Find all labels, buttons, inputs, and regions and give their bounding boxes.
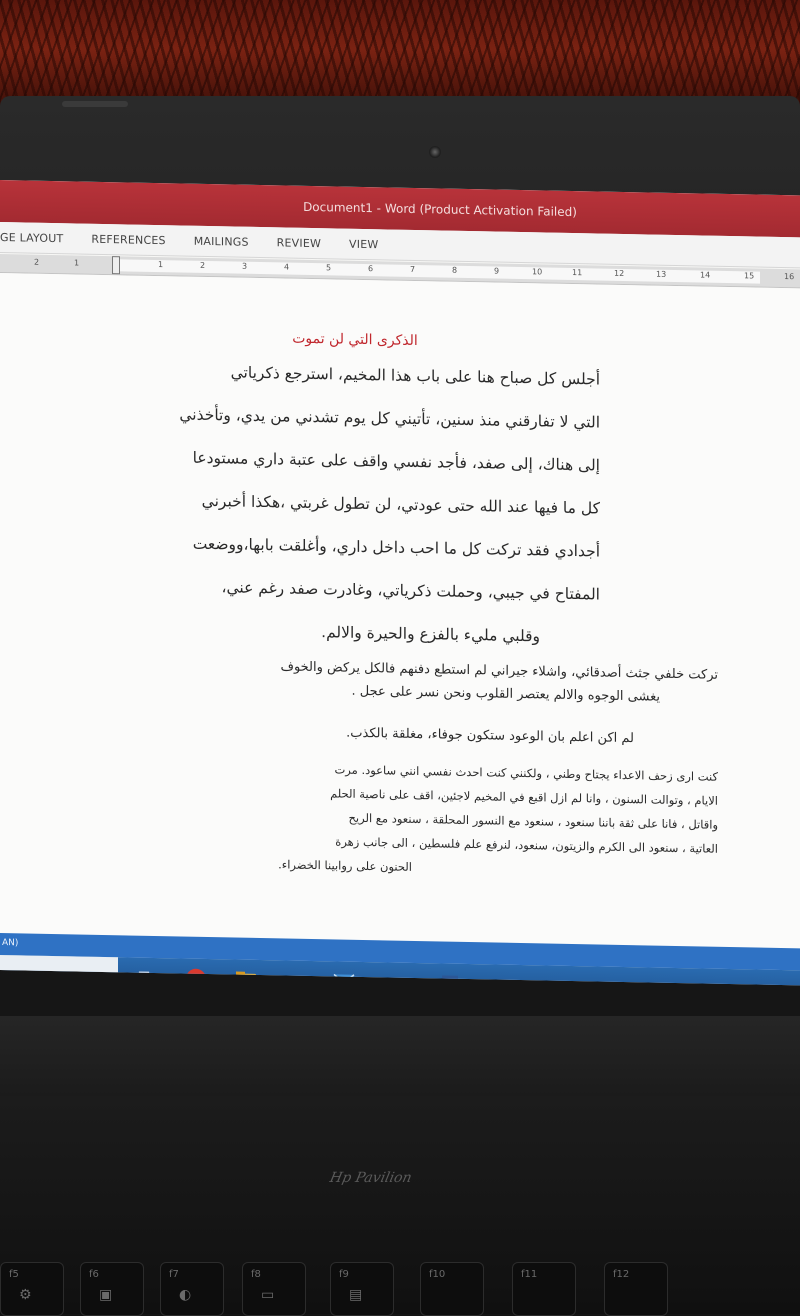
ruler-number: 13 bbox=[656, 269, 667, 279]
ruler-number: 15 bbox=[744, 271, 755, 281]
key-f12[interactable]: f12 bbox=[604, 1262, 668, 1316]
tab-mailings[interactable]: MAILINGS bbox=[193, 234, 249, 249]
document-line: الايام ، وتوالت السنون ، وانا لم ازل اقبع في المخيم لاجئين، اقف على ناصية الحلم bbox=[330, 786, 718, 808]
document-line: تركت خلفي جثث أصدقائي، واشلاء جيراني لم استطع دفنهم فالكل يركض والخوف bbox=[280, 659, 718, 683]
key-f5[interactable]: f5 ⚙ bbox=[0, 1262, 64, 1316]
webcam-icon bbox=[429, 146, 441, 158]
window-title: Document1 - Word (Product Activation Failed) bbox=[303, 199, 577, 220]
document-line: الحنون على روابينا الخضراء. bbox=[278, 857, 412, 874]
key-f7[interactable]: f7 ◐ bbox=[160, 1262, 224, 1316]
ruler-number: 5 bbox=[326, 263, 332, 273]
laptop-screen bbox=[0, 180, 800, 985]
ruler-number: 12 bbox=[614, 268, 625, 278]
ruler-number: 11 bbox=[572, 267, 583, 278]
indent-marker[interactable] bbox=[112, 256, 120, 274]
ruler-number: 1 bbox=[158, 260, 164, 270]
ruler-number: 2 bbox=[200, 260, 206, 270]
ruler-number: 1 bbox=[74, 258, 80, 268]
laptop-brand-logo: Hp Pavilion bbox=[328, 1170, 414, 1186]
tab-review[interactable]: REVIEW bbox=[276, 235, 322, 250]
key-f9[interactable]: f9 ▤ bbox=[330, 1262, 394, 1316]
document-line: العاتية ، سنعود الى الكرم والزيتون، سنعود، لنرفع علم فلسطين ، الى جانب زهرة bbox=[335, 834, 718, 856]
ruler-number: 4 bbox=[284, 262, 290, 272]
ruler-number: 6 bbox=[368, 264, 374, 274]
document-line: كنت ارى زحف الاعداء يجتاح وطني ، ولكنني كنت احدث نفسي انني ساعود. مرت bbox=[334, 762, 718, 784]
ruler-number: 9 bbox=[494, 266, 500, 276]
ruler-number: 14 bbox=[700, 270, 711, 280]
ruler-number: 8 bbox=[452, 265, 458, 275]
ruler-number: 3 bbox=[242, 261, 248, 271]
document-page[interactable] bbox=[0, 273, 800, 948]
document-line: التي لا تفارقني منذ سنين، تأتيني كل يوم تشدني من يدي، وتأخذني bbox=[179, 405, 600, 432]
key-f8[interactable]: f8 ▭ bbox=[242, 1262, 306, 1316]
background-curtain bbox=[0, 0, 800, 110]
key-f10[interactable]: f10 bbox=[420, 1262, 484, 1316]
laptop-hinge bbox=[0, 1016, 800, 1096]
ruler-number: 2 bbox=[34, 257, 40, 267]
document-line: كل ما فيها عند الله حتى عودتي، لن تطول غربتي ،هكذا أخبرني bbox=[201, 491, 600, 518]
ruler-number: 10 bbox=[532, 267, 543, 277]
tab-view[interactable]: VIEW bbox=[349, 237, 379, 251]
document-line: يغشى الوجوه والالم يعتصر القلوب ونحن نسر على عجل . bbox=[351, 683, 660, 705]
tab-references[interactable]: REFERENCES bbox=[91, 232, 166, 247]
tab-page-layout[interactable]: GE LAYOUT bbox=[0, 230, 64, 245]
ruler-number: 16 bbox=[784, 272, 795, 282]
document-line: واقاتل ، فانا على ثقة باننا سنعود ، سنعود مع النسور المحلقة ، سنعود مع الريح bbox=[348, 810, 718, 832]
bezel-notch bbox=[62, 101, 128, 107]
key-f11[interactable]: f11 bbox=[512, 1262, 576, 1316]
document-title: الذكرى التي لن تموت bbox=[292, 330, 418, 350]
document-line: أجدادي فقد تركت كل ما احب داخل داري، وأغلقت بابها،ووضعت bbox=[192, 534, 600, 561]
document-line: وقلبي مليء بالفزع والحيرة والالم. bbox=[321, 623, 540, 646]
language-indicator[interactable]: AN) bbox=[2, 938, 19, 949]
document-line: لم اكن اعلم بان الوعود ستكون جوفاء، مغلقة بالكذب. bbox=[346, 725, 634, 747]
key-f6[interactable]: f6 ▣ bbox=[80, 1262, 144, 1316]
ruler-number: 7 bbox=[410, 264, 416, 274]
document-line: أجلس كل صباح هنا على باب هذا المخيم، استرجع ذكرياتي bbox=[230, 363, 600, 389]
document-line: المفتاح في جيبي، وحملت ذكرياتي، وغادرت صفد رغم عني، bbox=[221, 578, 600, 604]
document-line: إلى هناك، إلى صفد، فأجد نفسي واقف على عتبة داري مستودعا bbox=[192, 448, 600, 475]
